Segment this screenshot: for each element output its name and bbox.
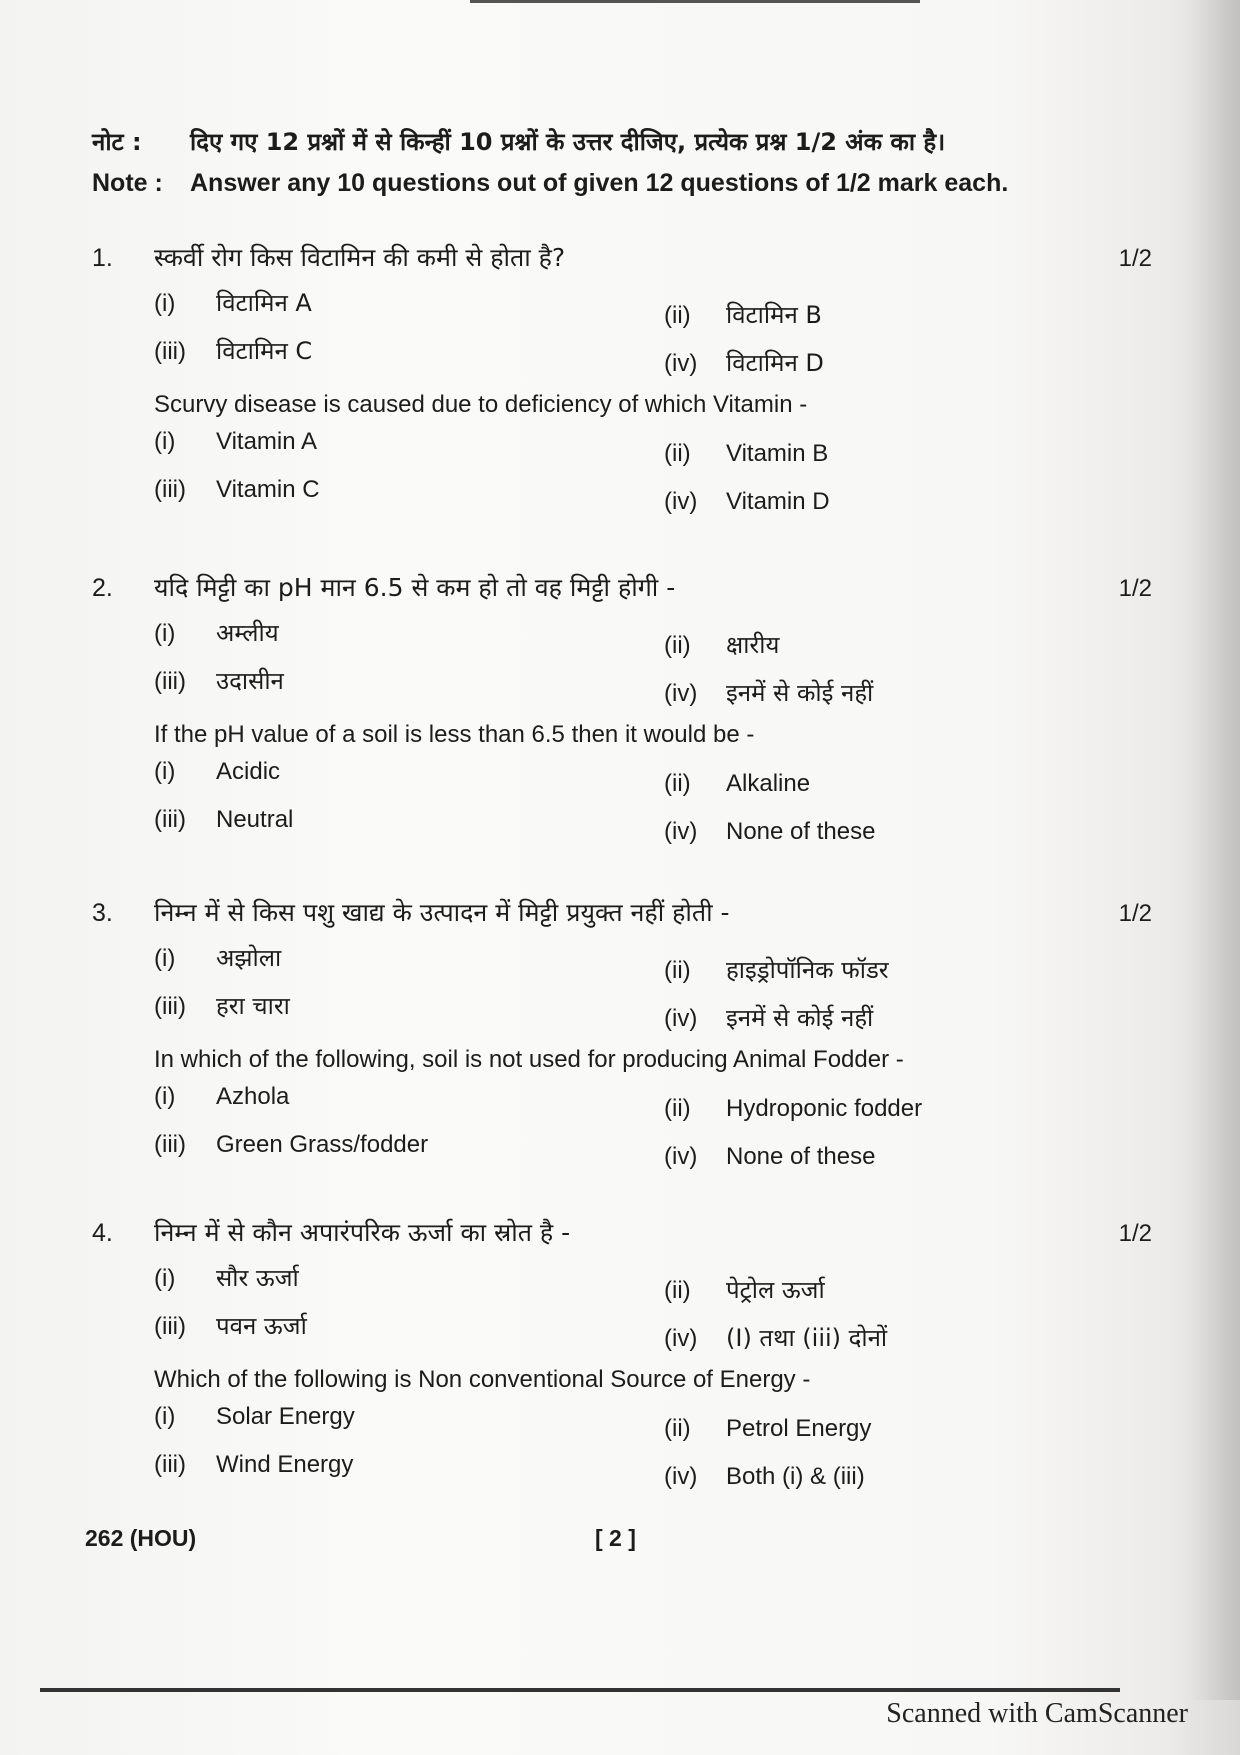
options-english [154,428,1152,524]
note-english-text: Answer any 10 questions out of given 12 questions of 1/2 mark each. [190,169,1009,197]
option-ii: (ii) पेट्रोल ऊर्जा [664,1276,825,1304]
question-text-english: If the pH value of a soil is less than 6.5 then it would be - [154,721,755,748]
option-iii: (iii) पवन ऊर्जा [154,1312,307,1340]
scanner-watermark: Scanned with CamScanner [886,1698,1188,1729]
option-iv: (iv) (I) तथा (iii) दोनों [664,1324,888,1352]
option-ii: (ii) Petrol Energy [664,1415,872,1442]
question-text-english: Scurvy disease is caused due to deficiency of which Vitamin - [154,391,808,418]
option-iv: (iv) Vitamin D [664,488,830,515]
option-ii: (ii) क्षारीय [664,631,780,659]
question-text-hindi: निम्न में से किस पशु खाद्य के उत्पादन में मिट्टी प्रयुक्त नहीं होती - [154,898,730,927]
option-iii: (iii) Green Grass/fodder [154,1131,429,1158]
option-iv: (iv) Both (i) & (iii) [664,1463,865,1490]
option-i: (i) Azhola [154,1083,290,1110]
option-i: (i) सौर ऊर्जा [154,1264,299,1292]
option-ii: (ii) विटामिन B [664,301,822,329]
option-iii: (iii) Wind Energy [154,1451,354,1478]
question-text-hindi: स्कर्वी रोग किस विटामिन की कमी से होता है? [154,243,566,272]
option-ii: (ii) हाइड्रोपॉनिक फॉडर [664,956,889,984]
note-english-label: Note : [92,169,163,197]
question-marks: 1/2 [1118,900,1152,927]
options-hindi [154,941,1152,1037]
question-number: 3. [92,899,113,927]
note-hindi-label: नोट : [92,128,142,156]
option-iv: (iv) None of these [664,818,876,845]
note-hindi [92,125,1182,169]
question-number: 1. [92,244,113,272]
option-iii: (iii) Vitamin C [154,476,320,503]
question-number: 4. [92,1219,113,1247]
page-number: [ 2 ] [595,1525,636,1551]
question-number: 2. [92,574,113,602]
note-english [92,169,1182,213]
option-i: (i) Acidic [154,758,281,785]
option-iv: (iv) इनमें से कोई नहीं [664,679,874,707]
options-english [154,1083,1152,1179]
option-i: (i) अझोला [154,944,282,972]
question-1 [92,240,1152,524]
option-iii: (iii) उदासीन [154,667,284,695]
instructions [92,125,1182,213]
page-edge-shadow [1190,0,1240,1700]
note-hindi-text: दिए गए 12 प्रश्नों में से किन्हीं 10 प्रश्नों के उत्तर दीजिए, प्रत्येक प्रश्न 1/2 अंक का है। [190,128,946,156]
question-2 [92,570,1152,854]
paper-code: 262 (HOU) [85,1525,197,1551]
options-hindi [154,286,1152,382]
option-ii: (ii) Alkaline [664,770,811,797]
option-iii: (iii) विटामिन C [154,337,313,365]
options-english [154,758,1152,854]
question-text-hindi: यदि मिट्टी का pH मान 6.5 से कम हो तो वह मिट्टी होगी - [154,573,676,602]
option-i: (i) Solar Energy [154,1403,355,1430]
option-i: (i) अम्लीय [154,619,279,647]
option-i: (i) विटामिन A [154,289,312,317]
question-marks: 1/2 [1118,1220,1152,1247]
option-ii: (ii) Vitamin B [664,440,829,467]
question-4 [92,1215,1152,1499]
question-text-hindi: निम्न में से कौन अपारंपरिक ऊर्जा का स्रोत है - [154,1218,571,1247]
option-ii: (ii) Hydroponic fodder [664,1095,923,1122]
option-iv: (iv) None of these [664,1143,876,1170]
option-i: (i) Vitamin A [154,428,317,455]
option-iv: (iv) विटामिन D [664,349,824,377]
option-iii: (iii) हरा चारा [154,992,290,1020]
question-text-english: Which of the following is Non conventional Source of Energy - [154,1366,811,1393]
options-hindi [154,616,1152,712]
question-3 [92,895,1152,1179]
question-marks: 1/2 [1118,575,1152,602]
question-text-english: In which of the following, soil is not used for producing Animal Fodder - [154,1046,904,1073]
option-iii: (iii) Neutral [154,806,294,833]
options-english [154,1403,1152,1499]
options-hindi [154,1261,1152,1357]
question-marks: 1/2 [1118,245,1152,272]
bottom-rule [40,1688,1120,1692]
top-rule [470,0,920,3]
option-iv: (iv) इनमें से कोई नहीं [664,1004,874,1032]
